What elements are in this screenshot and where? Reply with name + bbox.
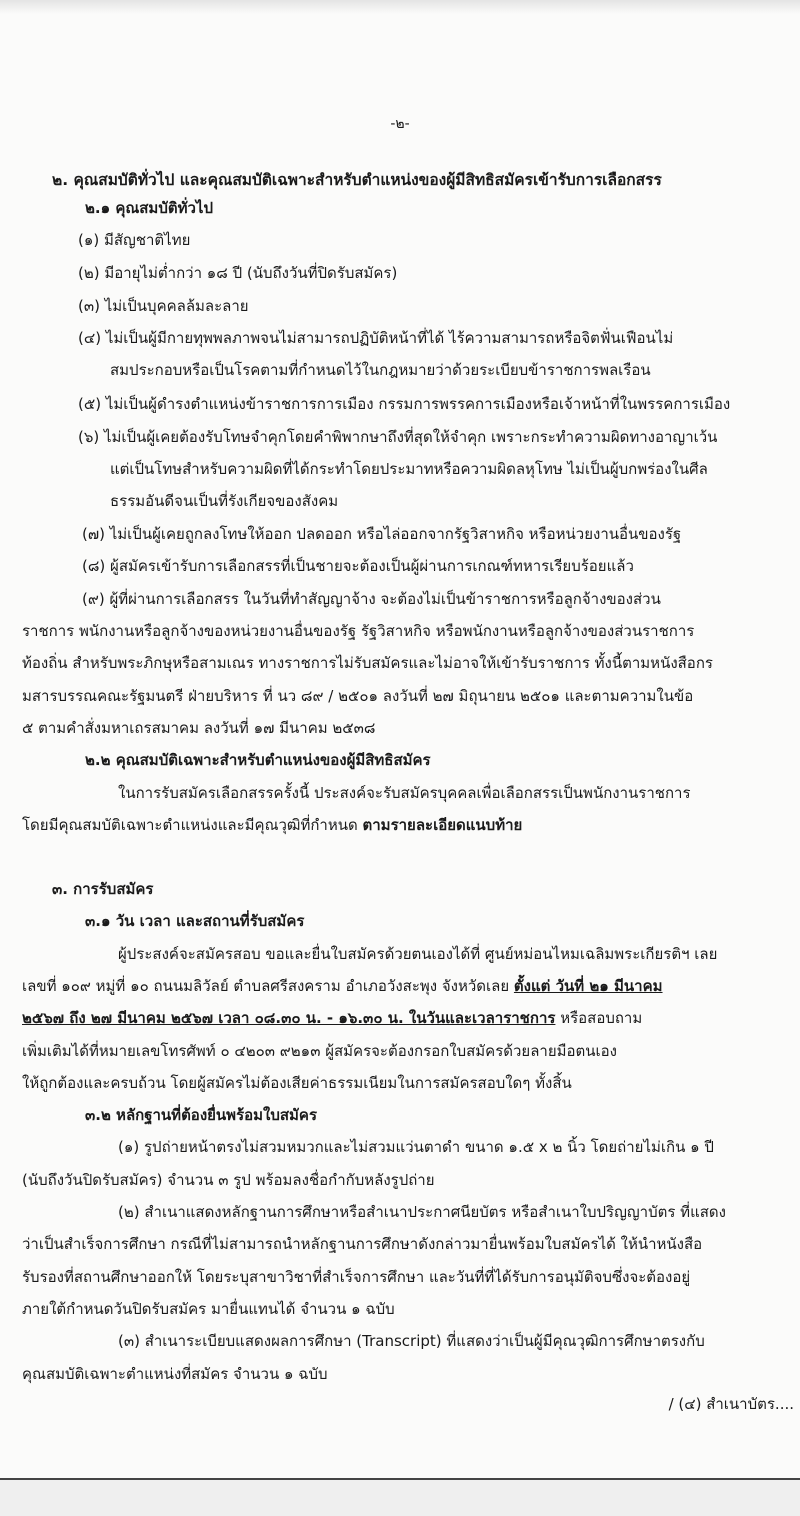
list-item: (๓) ไม่เป็นบุคคลล้มละลาย (78, 297, 249, 315)
scan-bottom-edge (0, 1480, 800, 1516)
paragraph-line: ภายใต้กำหนดวันปิดรับสมัคร มายื่นแทนได้ จำนวน ๑ ฉบับ (22, 1300, 395, 1318)
paragraph-line: โดยมีคุณสมบัติเฉพาะตำแหน่งและมีคุณวุฒิที่กำหนด ตามรายละเอียดแนบท้าย (22, 816, 523, 834)
list-item: (๘) ผู้สมัครเข้ารับการเลือกสรรที่เป็นชายจะต้องเป็นผู้ผ่านการเกณฑ์ทหารเรียบร้อยแล้ว (82, 557, 634, 575)
list-item-continuation: แต่เป็นโทษสำหรับความผิดที่ได้กระทำโดยประมาทหรือความผิดลหุโทษ ไม่เป็นผู้บกพร่องในศีล (110, 460, 708, 478)
paragraph-line: ในการรับสมัครเลือกสรรครั้งนี้ ประสงค์จะรับสมัครบุคคลเพื่อเลือกสรรเป็นพนักงานราชการ (118, 784, 691, 802)
section-2-1-heading: ๒.๑ คุณสมบัติทั่วไป (85, 199, 213, 217)
paragraph-line: (๓) สำเนาระเบียบแสดงผลการศึกษา (Transcript) ที่แสดงว่าเป็นผู้มีคุณวุฒิการศึกษาตรงกับ (118, 1332, 705, 1350)
paragraph-line: ผู้ประสงค์จะสมัครสอบ ขอและยื่นใบสมัครด้วยตนเองได้ที่ ศูนย์หม่อนไหมเฉลิมพระเกียรติฯ เลย (118, 945, 718, 963)
scan-edge-shadow (0, 0, 800, 14)
section-3-heading: ๓. การรับสมัคร (52, 880, 154, 898)
paragraph-line: ๒๕๖๗ ถึง ๒๗ มีนาคม ๒๕๖๗ เวลา ๐๘.๓๐ น. - ๑๖.๓๐ น. ในวันและเวลาราชการ หรือสอบถาม (22, 1009, 643, 1027)
paragraph-line: ท้องถิ่น สำหรับพระภิกษุหรือสามเณร ทางราชการไม่รับสมัครและไม่อาจให้เข้ารับราชการ ทั้งนี้ตามหนังสือกร (22, 654, 713, 672)
list-item: (๙) ผู้ที่ผ่านการเลือกสรร ในวันที่ทำสัญญาจ้าง จะต้องไม่เป็นข้าราชการหรือลูกจ้างของส่วน (82, 590, 661, 608)
paragraph-line: (นับถึงวันปิดรับสมัคร) จำนวน ๓ รูป พร้อมลงชื่อกำกับหลังรูปถ่าย (22, 1171, 435, 1189)
list-item-continuation: สมประกอบหรือเป็นโรคตามที่กำหนดไว้ในกฎหมายว่าด้วยระเบียบข้าราชการพลเรือน (110, 361, 651, 379)
paragraph-line: เพิ่มเติมได้ที่หมายเลขโทรศัพท์ ๐ ๔๒๐๓ ๙๒๑๓ ผู้สมัครจะต้องกรอกใบสมัครด้วยลายมือตนเอง (22, 1042, 617, 1060)
paragraph-line: ราชการ พนักงานหรือลูกจ้างของหน่วยงานอื่นของรัฐ รัฐวิสาหกิจ หรือพนักงานหรือลูกจ้างของส่วนราชการ (22, 622, 695, 640)
list-item-continuation: ธรรมอันดีจนเป็นที่รังเกียจของสังคม (110, 492, 339, 510)
list-item: (๕) ไม่เป็นผู้ดำรงตำแหน่งข้าราชการการเมือง กรรมการพรรคการเมืองหรือเจ้าหน้าที่ในพรรคการเมือง (78, 395, 731, 413)
list-item: (๔) ไม่เป็นผู้มีกายทุพพลภาพจนไม่สามารถปฏิบัติหน้าที่ได้ ไร้ความสามารถหรือจิตฟั่นเฟือนไม่ (78, 329, 674, 347)
paragraph-line: ว่าเป็นสำเร็จการศึกษา กรณีที่ไม่สามารถนำหลักฐานการศึกษาดังกล่าวมายื่นพร้อมใบสมัครได้ ให้นำหนังสือ (22, 1235, 703, 1253)
section-2-heading: ๒. คุณสมบัติทั่วไป และคุณสมบัติเฉพาะสำหรับตำแหน่งของผู้มีสิทธิสมัครเข้ารับการเลือกสรร (52, 171, 662, 189)
list-item: (๒) มีอายุไม่ต่ำกว่า ๑๘ ปี (นับถึงวันที่ปิดรับสมัคร) (78, 264, 398, 282)
section-3-1-heading: ๓.๑ วัน เวลา และสถานที่รับสมัคร (85, 912, 305, 930)
paragraph-line: มสารบรรณคณะรัฐมนตรี ฝ่ายบริหาร ที่ นว ๘๙ / ๒๕๐๑ ลงวันที่ ๒๗ มิถุนายน ๒๕๐๑ และตามความในข้อ (22, 687, 694, 705)
list-item: (๖) ไม่เป็นผู้เคยต้องรับโทษจำคุกโดยคำพิพากษาถึงที่สุดให้จำคุก เพราะกระทำความผิดทางอาญาเว้น (78, 428, 718, 446)
page-number: -๒- (390, 116, 410, 132)
section-2-2-heading: ๒.๒ คุณสมบัติเฉพาะสำหรับตำแหน่งของผู้มีสิทธิสมัคร (85, 751, 431, 769)
list-item: (๗) ไม่เป็นผู้เคยถูกลงโทษให้ออก ปลดออก หรือไล่ออกจากรัฐวิสาหกิจ หรือหน่วยงานอื่นของรัฐ (82, 525, 682, 543)
list-item: (๑) มีสัญชาติไทย (78, 231, 191, 249)
paragraph-line: ให้ถูกต้องและครบถ้วน โดยผู้สมัครไม่ต้องเสียค่าธรรมเนียมในการสมัครสอบใดๆ ทั้งสิ้น (22, 1074, 572, 1092)
paragraph-line: รับรองที่สถานศึกษาออกให้ โดยระบุสาขาวิชาที่สำเร็จการศึกษา และวันที่ที่ได้รับการอนุมัติจบซึ่งจะต้องอยู่ (22, 1268, 691, 1286)
continuation-note: / (๔) สำเนาบัตร.... (668, 1395, 794, 1413)
paragraph-line: ๕ ตามคำสั่งมหาเถรสมาคม ลงวันที่ ๑๗ มีนาคม ๒๕๓๘ (22, 719, 376, 737)
section-3-2-heading: ๓.๒ หลักฐานที่ต้องยื่นพร้อมใบสมัคร (85, 1106, 318, 1124)
paragraph-line: (๑) รูปถ่ายหน้าตรงไม่สวมหมวกและไม่สวมแว่นตาดำ ขนาด ๑.๕ x ๒ นิ้ว โดยถ่ายไม่เกิน ๑ ปี (118, 1138, 714, 1156)
paragraph-line: (๒) สำเนาแสดงหลักฐานการศึกษาหรือสำเนาประกาศนียบัตร หรือสำเนาใบปริญญาบัตร ที่แสดง (118, 1203, 726, 1221)
paragraph-line: เลขที่ ๑๐๙ หมู่ที่ ๑๐ ถนนมลิวัลย์ ตำบลศรีสงคราม อำเภอวังสะพุง จังหวัดเลย ตั้งแต่ วันที่ ๒๑ มีนาคม (22, 977, 663, 995)
paragraph-line: คุณสมบัติเฉพาะตำแหน่งที่สมัคร จำนวน ๑ ฉบับ (22, 1365, 328, 1383)
